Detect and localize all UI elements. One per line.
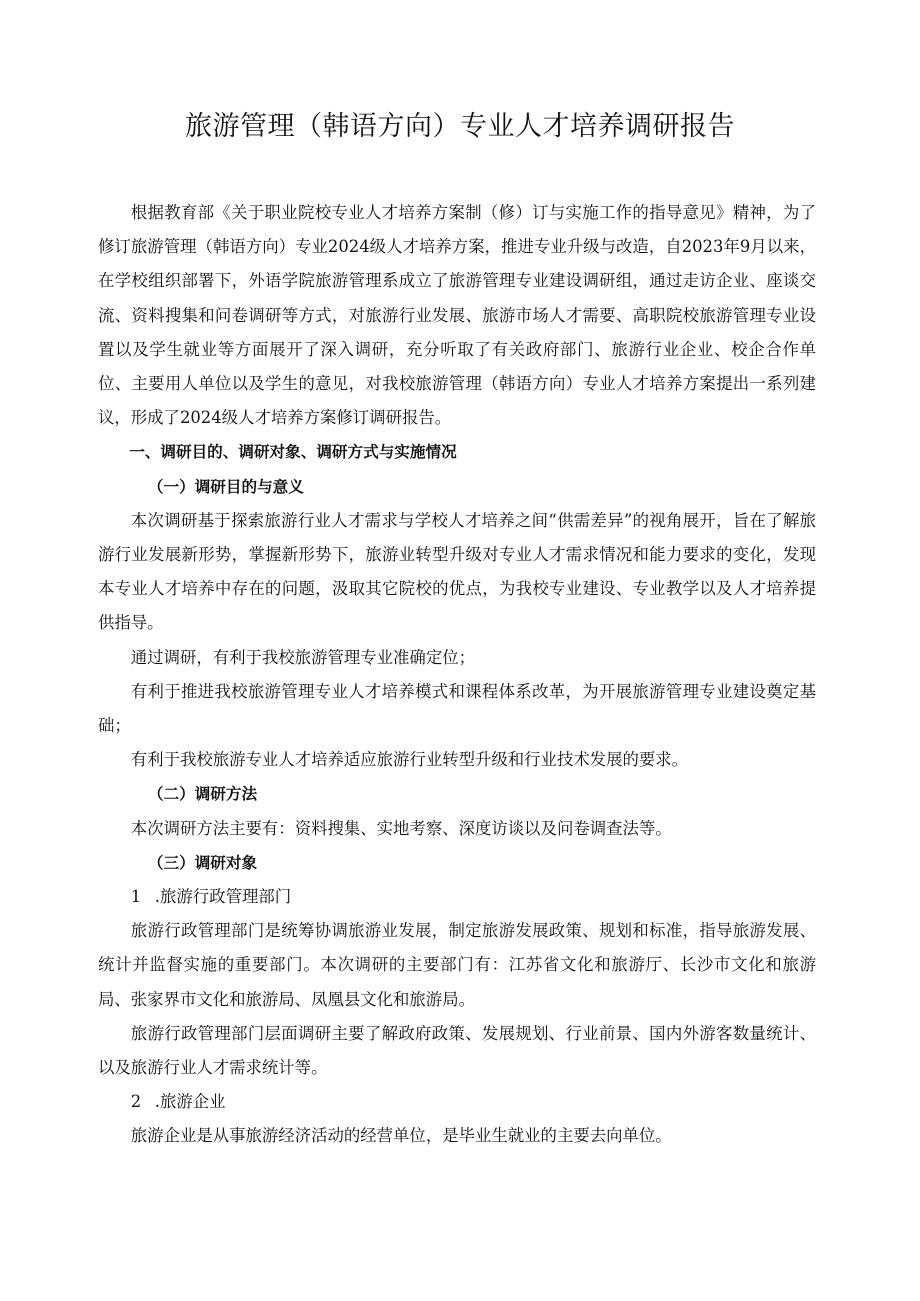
document-body [98,196,816,1154]
document-title: 旅游管理（韩语方向）专业人才培养调研报告 [185,111,735,142]
item-number: 2 [130,1092,142,1112]
purpose-paragraph: 本次调研基于探索旅游行业人才需求与学校人才培养之间“供需差异”的视角展开，旨在了解旅游行业发展新形势，掌握新形势下，旅游业转型升级对专业人才需求情况和能力要求的变化，发现本专业人才培养中存在的问题，汲取其它院校的优点，为我校专业建设、专业教学以及人才培养提供指导。 [98,510,816,633]
purpose-paragraph: 通过调研，有利于我校旅游管理专业准确定位； [130,647,475,667]
subsection-heading-purpose: （一）调研目的与意义 [147,477,304,496]
subsection-heading-method: （二）调研方法 [147,785,258,804]
method-paragraph: 本次调研方法主要有：资料搜集、实地考察、深度访谈以及问卷调查法等。 [130,818,672,838]
objects-paragraph: 旅游企业是从事旅游经济活动的经营单位，是毕业生就业的主要去向单位。 [130,1126,672,1146]
objects-paragraph: 旅游行政管理部门是统筹协调旅游业发展，制定旅游发展政策、规划和标准，指导旅游发展、统计并监督实施的重要部门。本次调研的主要部门有：江苏省文化和旅游厅、长沙市文化和旅游局、张家界市文化和旅游局、凤凰县文化和旅游局。 [98,921,816,1009]
intro-paragraph: 根据教育部《关于职业院校专业人才培养方案制（修）订与实施工作的指导意见》精神，为了修订旅游管理（韩语方向）专业2024级人才培养方案，推进专业升级与改造，自2023年9月以来，在学校组织部署下，外语学院旅游管理系成立了旅游管理专业建设调研组，通过走访企业、座谈交流、资料搜集和问卷调研等方式，对旅游行业发展、旅游市场人才需要、高职院校旅游管理专业设置以及学生就业等方面展开了深入调研，充分听取了有关政府部门、旅游行业企业、校企合作单位、主要用人单位以及学生的意见，对我校旅游管理（韩语方向）专业人才培养方案提出一系列建议，形成了2024级人才培养方案修订调研报告。 [98,203,816,428]
item-number: 1 [130,887,142,907]
purpose-paragraph: 有利于我校旅游专业人才培养适应旅游行业转型升级和行业技术发展的要求。 [130,750,689,770]
section-heading-1: 一、调研目的、调研对象、调研方式与实施情况 [129,443,457,462]
purpose-paragraph: 有利于推进我校旅游管理专业人才培养模式和课程体系改革，为开展旅游管理专业建设奠定基础； [98,681,816,736]
item-label: .旅游行政管理部门 [154,887,292,907]
item-label: .旅游企业 [154,1092,226,1112]
subsection-heading-objects: （三）调研对象 [147,853,258,872]
objects-paragraph: 旅游行政管理部门层面调研主要了解政府政策、发展规划、行业前景、国内外游客数量统计、以及旅游行业人才需求统计等。 [98,1023,816,1078]
numbered-item-heading [98,1085,816,1119]
numbered-item-heading [98,880,816,914]
